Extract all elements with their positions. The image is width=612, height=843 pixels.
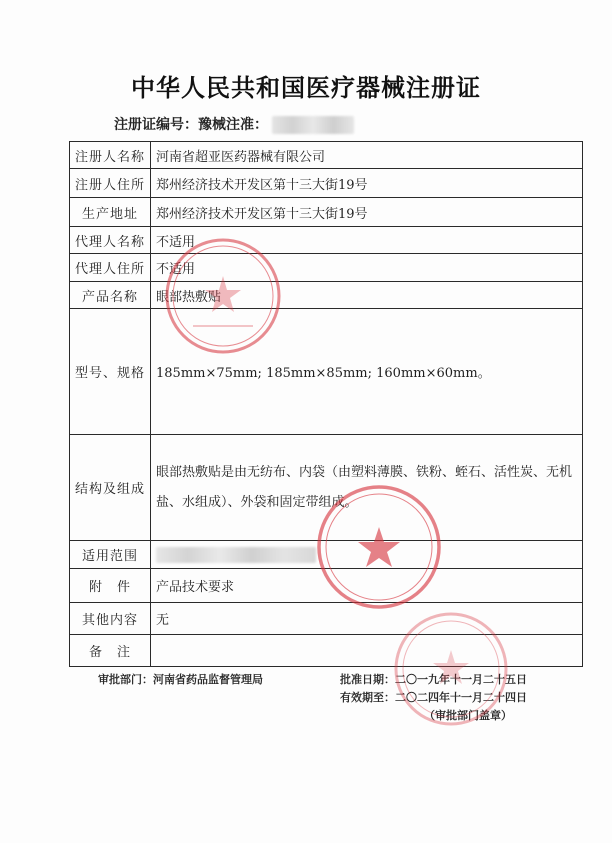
registrant-name-label: 注册人名称 [70, 142, 151, 169]
agent-name-label: 代理人名称 [70, 227, 151, 254]
approval-dates [340, 671, 527, 725]
redacted-registration-number [272, 116, 354, 134]
certificate-table [69, 141, 583, 667]
registration-number-label: 注册证编号： [114, 117, 198, 133]
registrant-address-value: 郑州经济技术开发区第十三大街19号 [151, 169, 583, 198]
attachment-value: 产品技术要求 [151, 569, 583, 603]
table-row [70, 169, 583, 198]
registrant-name-value: 河南省超亚医药器械有限公司 [151, 142, 583, 169]
product-name-value: 眼部热敷贴 [151, 282, 583, 309]
table-row [70, 435, 583, 541]
product-name-label: 产品名称 [70, 282, 151, 309]
seal-note: （审批部门盖章） [424, 709, 512, 722]
table-row [70, 309, 583, 435]
registration-number-line [114, 114, 354, 134]
agent-address-label: 代理人住所 [70, 254, 151, 282]
remarks-value [151, 635, 583, 667]
table-row [70, 635, 583, 667]
table-row [70, 142, 583, 169]
scope-value [151, 541, 583, 569]
table-row [70, 541, 583, 569]
attachment-label: 附 件 [70, 569, 151, 603]
valid-until-label: 有效期至： [340, 691, 395, 704]
table-row [70, 603, 583, 635]
approval-department [98, 671, 263, 687]
registration-number-prefix: 豫械注准： [198, 117, 268, 133]
model-value: 185mm×75mm; 185mm×85mm; 160mm×60mm。 [151, 309, 583, 435]
table-row [70, 282, 583, 309]
approval-department-label: 审批部门： [98, 673, 153, 686]
agent-address-value: 不适用 [151, 254, 583, 282]
other-label: 其他内容 [70, 603, 151, 635]
approval-department-value: 河南省药品监督管理局 [153, 673, 263, 686]
table-row [70, 227, 583, 254]
production-address-label: 生产地址 [70, 198, 151, 227]
certificate-title: 中华人民共和国医疗器械注册证 [131, 73, 481, 102]
scope-label: 适用范围 [70, 541, 151, 569]
remarks-label: 备 注 [70, 635, 151, 667]
table-row [70, 254, 583, 282]
table-row [70, 569, 583, 603]
approval-date-line [340, 671, 527, 689]
approval-date-value: 二〇一九年十一月二十五日 [395, 673, 527, 686]
other-value: 无 [151, 603, 583, 635]
agent-name-value: 不适用 [151, 227, 583, 254]
table-row [70, 198, 583, 227]
structure-value: 眼部热敷贴是由无纺布、内袋（由塑料薄膜、铁粉、蛭石、活性炭、无机盐、水组成）、外袋和固定带组成。 [151, 435, 583, 541]
registrant-address-label: 注册人住所 [70, 169, 151, 198]
valid-until-value: 二〇二四年十一月二十四日 [395, 691, 527, 704]
approval-date-label: 批准日期： [340, 673, 395, 686]
redacted-scope [156, 547, 316, 563]
structure-label: 结构及组成 [70, 435, 151, 541]
valid-until-line [340, 689, 527, 707]
model-label: 型号、规格 [70, 309, 151, 435]
production-address-value: 郑州经济技术开发区第十三大街19号 [151, 198, 583, 227]
